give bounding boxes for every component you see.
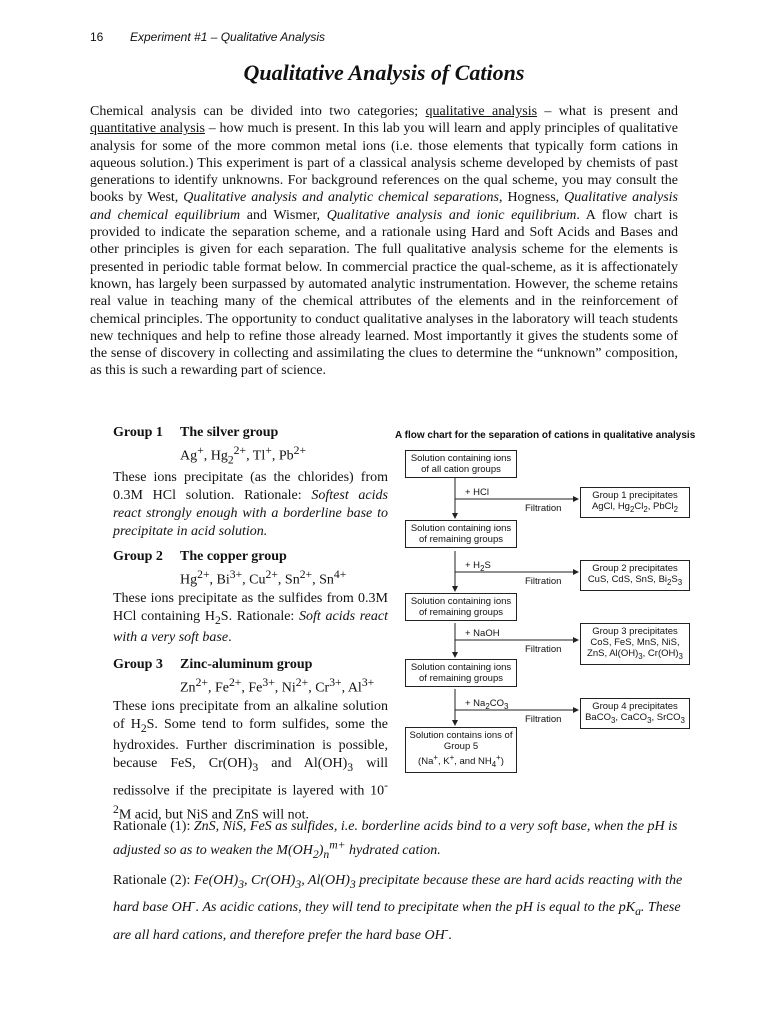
ref-wismer: Qualitative analysis and ionic equilibrium: [326, 207, 577, 223]
flow-chart: [395, 430, 705, 780]
group3-label: Group 3: [113, 657, 163, 672]
term-quantitative: quantitative analysis: [90, 121, 205, 137]
group1-label: Group 1: [113, 425, 163, 440]
running-title: Experiment #1 – Qualitative Analysis: [130, 30, 325, 44]
box-remaining-1: Solution containing ions of remaining groups: [405, 520, 517, 548]
group2-ions: $Hg^{2+}$, $Bi^{3+}$, $Cu^{2+}$, $Sn^{2+}$, $Sn^{4+}$: [180, 568, 347, 588]
group3-name: Zinc-aluminum group: [180, 657, 313, 672]
box-group4-precipitates: Group 4 precipitates BaCO$_3$, CaCO$_3$, SrCO$_3$: [580, 698, 690, 729]
group3-ions: $Zn^{2+}$, $Fe^{2+}$, $Fe^{3+}$, $Ni^{2+}$, $Cr^{3+}$, $Al^{3+}$: [180, 676, 375, 696]
ref-hogness: Qualitative analysis and chemical equilibrium: [90, 190, 678, 223]
box-group5-solution: Solution contains ions of Group 5 (Na+, K+, and $NH_4^+$): [405, 727, 517, 773]
box-remaining-3: Solution containing ions of remaining groups: [405, 659, 517, 687]
filtration-1: Filtration: [525, 503, 562, 514]
group1-name: The silver group: [180, 425, 279, 440]
flowchart-title: A flow chart for the separation of cations in qualitative analysis: [395, 430, 696, 441]
group2-name: The copper group: [180, 549, 287, 564]
box-remaining-2: Solution containing ions of remaining groups: [405, 593, 517, 621]
running-header: [90, 30, 325, 44]
reagent-h2s-1: + $H_2S$: [465, 560, 491, 573]
group3-section: [113, 656, 388, 825]
term-qualitative: qualitative analysis: [425, 104, 538, 119]
box-group2-precipitates: Group 2 precipitates CuS, CdS, SnS, $Bi_2S_3$: [580, 560, 690, 591]
group3-text: These ions precipitate from an alkaline solution of $H_2S$. Some tend to form sulfides, some the hydroxides. Further discrimination is possible, because FeS, $Cr(OH)_3$ and $Al(OH)_3$ will redissolve if the precipitate is layered with $10^{-2}M$ acid, but NiS and ZnS will not.: [113, 698, 388, 823]
group2-section: [113, 548, 388, 647]
group2-text: These ions precipitate as the sulfides from 0.3M HCl containing $H_2S$. Rationale: Soft acids react with a very soft base.: [113, 590, 388, 646]
reagent-hcl: + HCl: [465, 487, 490, 498]
filtration-4: Filtration: [525, 714, 562, 725]
group1-section: [113, 424, 388, 541]
page-number: 16: [90, 30, 104, 44]
box-all-cations: Solution containing ions of all cation groups: [405, 450, 517, 478]
rationale-2: Rationale (2): $Fe(OH)_3$, $Cr(OH)_3$, $Al(OH)_3$ precipitate because these are hard acids reacting with the hard base OH-. As acidic cations, they will tend to precipitate when the pH is equal to the $pK_a$. These are all hard cations, and therefore prefer the hard base OH-.: [113, 873, 683, 943]
reagent-naoh: + NaOH: [465, 628, 500, 639]
group2-label: Group 2: [113, 549, 163, 564]
group1-text: These ions precipitate (as the chlorides) from 0.3M HCl solution. Rationale: Softest acids react strongly enough with a borderline base to precipitate in acid solution.: [113, 470, 388, 540]
intro-paragraph: Chemical analysis can be divided into two categories; qualitative analysis – what is present and quantitative analysis – how much is present. In this lab you will learn and apply principles of qualitative analysis for some of the more common metal ions (i.e. those elements that typically form cations in aqueous solution.) This experiment is part of a classical analysis scheme developed by chemists of past generations to identify unknowns. For background references on the qual scheme, you may consult the books by West, Qualitative analysis and analytic chemical separations, Hogness, Qualitative analysis and chemical equilibrium and Wismer, Qualitative analysis and ionic equilibrium. A flow chart is provided to indicate the separation scheme, and a rationale using Hard and Soft Acids and Bases and other principles is given for each separation. The full qualitative analysis scheme for the elements is presented in periodic table format below. In commercial practice the qual-scheme, as it is affectionately known, has largely been surpassed by automated analytic instrumentation. However, the scheme retains real value in teaching many of the chemical attributes of the elements and in the reinforcement of chemical principles. The opportunity to conduct qualitative analyses in the laboratory will teach students new techniques and help to refine those already learned. Most importantly it gives the students some of the sense of discovery in collecting and assimilating the clues to determine the “unknown” composition, as this is such a rewarding part of science.: [90, 104, 678, 379]
rationale-1: Rationale (1): ZnS, NiS, FeS as sulfides, i.e. borderline acids bind to a very soft base, when the pH is adjusted so as to weaken the $M(OH_2)_n^{m+}$ hydrated cation.: [113, 819, 678, 861]
box-group1-precipitates: Group 1 precipitates AgCl, $Hg_2Cl_2$, PbCl$_2$: [580, 487, 690, 518]
reagent-na2co3: + $Na_2CO_3$: [465, 698, 509, 711]
group1-ions: Ag+, $Hg_2^{2+}$, Tl+, $Pb^{2+}$: [180, 444, 307, 467]
ref-west: Qualitative analysis and analytic chemical separations: [183, 190, 499, 206]
page-title: Qualitative Analysis of Cations: [243, 60, 525, 85]
filtration-3: Filtration: [525, 644, 562, 655]
box-group3-precipitates: Group 3 precipitates CoS, FeS, MnS, NiS, ZnS, $Al(OH)_3$, $Cr(OH)_3$: [580, 623, 690, 665]
filtration-2: Filtration: [525, 576, 562, 587]
